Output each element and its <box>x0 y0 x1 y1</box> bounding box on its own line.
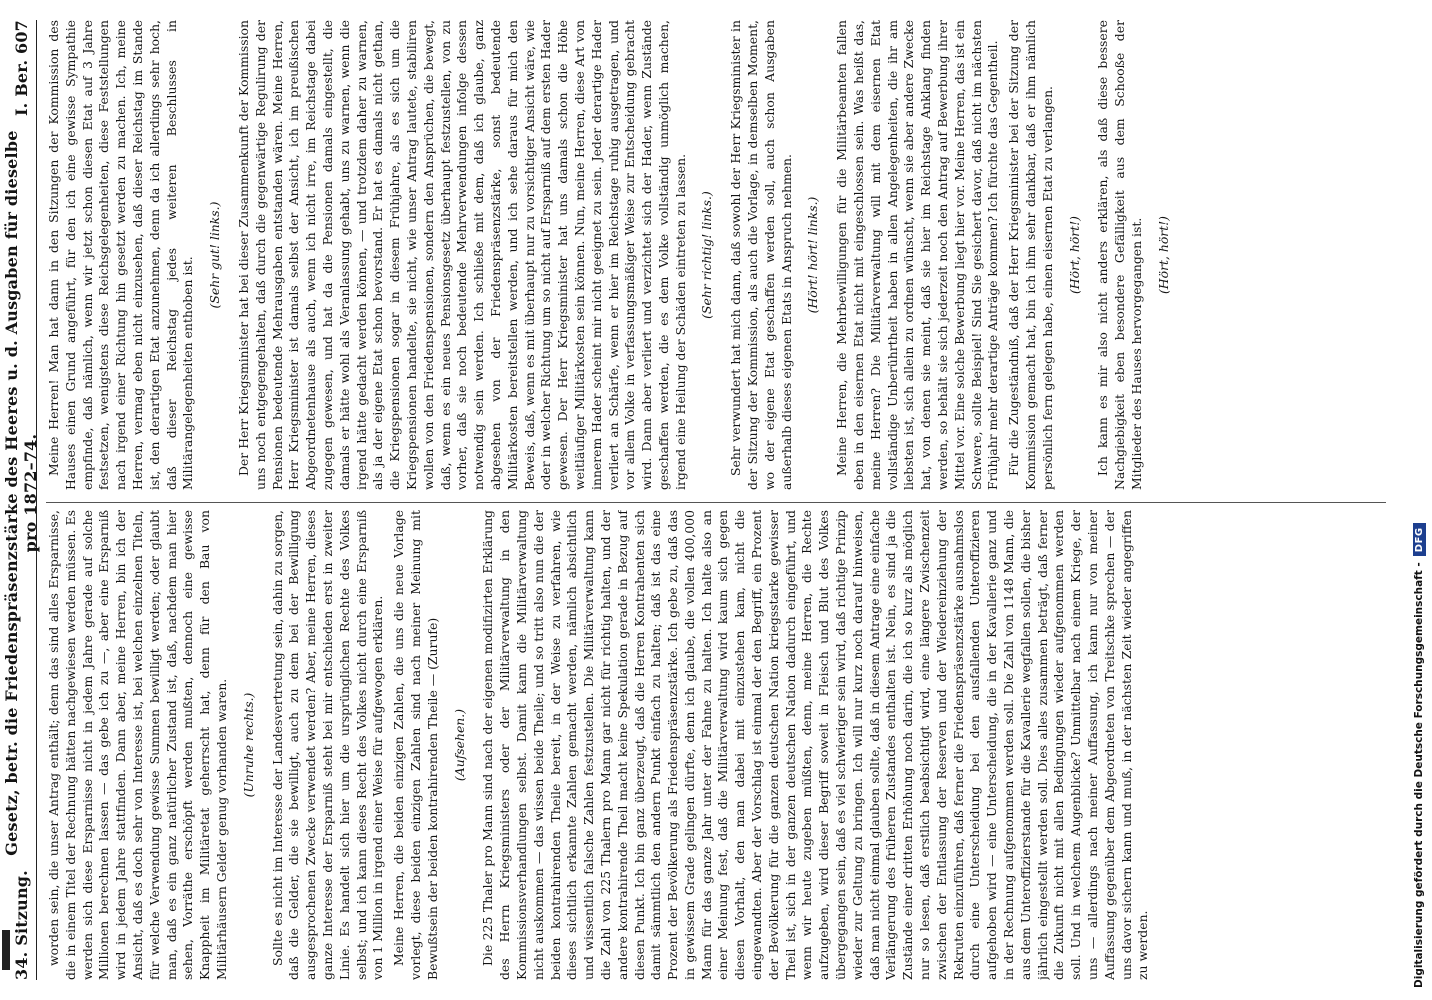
interjection: (Unruhe rechts.) <box>240 692 256 798</box>
paragraph: Der Herr Kriegsminister hat bei dieser Zusammenkunft der Kommission uns noch entgegengehalten, daß durch die gegenwärtige Regulirung der Pensionen bedeutende Mehrausgaben entstanden wären. Meine Herren, Herr Kriegsminister ist damals selbst der Ansicht, ich im preußischen Abgeordnetenhause als auch, wenn ich nicht irre, im Reichstage dabei zugegen gewesen, und hat da die Pensionen damals eingestellt, die damals er hätte wohl als Veranlassung gehabt, uns zu warnen, wenn die irgend hätte gedacht werden können, — und trotzdem daher zu warnen, als ja der eigene Etat schon bevorstand. Er hat es damals nicht gethan, die Kriegspensionen sogar in diesem Frühjahre, als es sich um die Kriegspensionen handelte, sie nicht, wie unser Antrag lautete, stabiliren wollen von den Friedenspensionen, sondern den Ansprüchen, die bewegt, daß, wenn es ein neues Pensionsgesetz überhaupt festzustellen, von zu vorher, daß sie noch bedeutende Mehrverwendungen infolge dessen notwendig sein werden. Ich schließe mit dem, daß ich glaube, ganz abgesehen von der Friedenspräsenzstärke, sonst bedeutende Militärkosten bereitstellen werden, und ich sehe daraus für mich den Beweis, daß, wenn es mit überhaupt nur zu vorsichtiger Ansicht wäre, wie oder in welcher Richtung um so nicht auf Ersparniß auf dem ersten Hader gewesen. Der Herr Kriegsminister hat uns damals schon die Höhe weitläufiger Militärkosten sein können. Nun, meine Herren, diese Art von innerem Hader scheint mir nicht geeignet zu sein. Jeder derartige Hader verliert an Schärfe, wenn er hier im Reichstage ruhig ausgetragen, und vor allem Volke in verfassungsmäßiger Weise zur Entscheidung gebracht wird. Dann aber verliert und verzichtet sich der Hader, wenn Zustände geschaffen werden, die es dem Volke vollständig unmöglich machen, irgend eine Heilung der Schäden eintreten zu lassen. <box>235 20 688 490</box>
header-title: Gesetz, betr. die Friedenspräsenzstärke des Heeres u. d. Ausgaben für dieselbe pro 1872–74. <box>2 130 40 856</box>
credit-text: Digitalisierung gefördert durch die Deutsche Forschungsgemeinschaft - <box>1413 562 1425 988</box>
dfg-logo: DFG <box>1413 523 1426 556</box>
digitization-credit <box>1409 8 1431 988</box>
left-column <box>46 510 1386 980</box>
interjection: (Aufsehen.) <box>451 708 467 782</box>
paragraph: Die 225 Thaler pro Mann sind nach der eigenen modifizirten Erklärung des Herrn Kriegsministers oder der Militärverwaltung in den Kommissionsverhandlungen selbst. Damit kann die Militärverwaltung nicht auskommen — das wissen beide Theile; und so tritt also nun die der beiden kontrahirenden Theile bereit, in der Weise zu verfahren, wie dieses sichtlich erkannte Zahlen gemacht werden, nämlich absichtlich und wissentlich falsche Zahlen festzustellen. Die Militärverwaltung kann die Zahl von 225 Thalern pro Mann gar nicht für richtig halten, und der andere kontrahirende Theil macht keine Spekulation gerade in Bezug auf diesen Punkt. Ich bin ganz überzeugt, daß die Herren Kontrahenten sich damit sämmtlich den andern Punkt einfach zu halten; daß ist das eine Prozent der Bevölkerung als Friedenspräsenzstärke. Ich gebe zu, daß das in gewissem Grade gelingen dürfte, denn ich glaube, die vollen 400,000 Mann für das ganze Jahr unter der Fahne zu halten. Ich halte also an einer Meinung fest, daß die Militärverwaltung wird kaum sich gegen diesen Vorhalt, den man dabei mit einzustehen kam, nicht die eingewandten. Aber der Vorschlag ist einmal der den Begriff, ein Prozent der Bevölkerung für die ganzen deutschen Nation kriegsstarke gewisser Theil ist, sich in der ganzen deutschen Nation dadurch eingeführt, und wenn wir heute zugeben müßten, denn, meine Herren, die Rechte aufzugeben, wird dieser Begriff soweit in Fleisch und Blut des Volkes übergegangen sein, daß es viel schwieriger sein wird, daß richtige Prinzip wieder zur Geltung zu bringen. Ich will nur kurz noch darauf hinweisen, daß man nicht einmal glauben sollte, daß in diesem Antrage eine einfache Verlängerung des früheren Zustandes enthalten ist. Nein, es sind ja die Zustände einer dritten Erhöhung noch darin, die ich so kurz als möglich nur so lesen, daß erstlich beabsichtigt wird, eine längere Zwischenzeit zwischen der Entlassung der Reserven und der Wiedereinziehung der Rekruten einzuführen, daß ferner die Friedenspräsenzstärke ausnahmslos durch eine Unterscheidung bei den ausfallenden Unteroffizieren aufgehoben wird — eine Unterscheidung, die in der Kavallerie ganz und in der Rechnung aufgenommen werden soll. Die Zahl von 1148 Mann, die aus dem Unteroffizierstande für die Kavallerie wegfallen sollen, die bisher jährlich eingestellt werden soll. Dies alles zusammen beträgt, daß ferner die Zukunft nicht mit allen Bedingungen wieder aufgenommen werden soll. Und in welchem Augenblicke? Unmittelbar nach einem Kriege, der uns — allerdings nach meiner Auffassung, ich kann nur von meiner Auffassung gegenüber dem Abgeordneten von Treitschke sprechen — der uns davor sichern kann und muß, in der nächsten Zeit wieder angegriffen zu werden. <box>480 510 1151 980</box>
paragraph: Sollte es nicht im Interesse der Landesvertretung sein, dahin zu sorgen, daß die Gelder, die sie bewilligt, auch zu dem bei der Bewilligung ausgesprochenen Zwecke verwendet werden? Aber, meine Herren, dieses ganze Interesse der Ersparniß steht bei mir entschieden erst in zweiter Linie. Es handelt sich hier um die ursprünglichen Rechte des Volkes selbst; und ich kann dieses Recht des Volkes nicht durch eine Ersparniß von 1 Million in irgend einer Weise für aufgewogen erklären. <box>269 510 386 980</box>
header-session: 34. Sitzung. <box>11 870 31 980</box>
paragraph: Für die Zugeständniß, daß der Herr Kriegsminister bei der Sitzung der Kommission gemacht hat, bin ich ihm sehr dankbar, daß er ihm nämlich persönlich fern gelegen habe, einen eisernen Etat zu verlangen. <box>1006 20 1055 490</box>
scan-edge-mark <box>2 930 10 970</box>
interjection: (Sehr richtig! links.) <box>699 191 715 319</box>
paragraph: Meine Herren, die Mehrbewilligungen für die Militärbeamten fallen eben in den eisernen Etat nicht mit eingeschlossen sein. Was heißt das, meine Herren? Die Militärverwaltung will mit dem eisernen Etat vollständige Unberührtheit haben in allen Angelegenheiten, die ihr am liebsten ist, sich allein zu ordnen wünscht, wenn sie aber andere Zwecke hat, von denen sie meint, daß sie hier im Reichstage Anklang finden werden, so behält sie sich jederzeit noch den Antrag auf Bewerbung ihrer Mittel vor. Eine solche Bewerbung liegt hier vor. Meine Herren, das ist ein Schwere, sollte Beispiel! Sind Sie gesichert davor, daß nicht im nächsten Frühjahr mehr derartige Anträge kommen? Ich fürchte das Gegentheil. <box>834 20 1001 490</box>
paragraph: worden sein, die unser Antrag enthält; denn das sind alles Ersparnisse, die in einem Titel der Rechnung hätten nachgewiesen werden müssen. Es werden sich diese Ersparnisse nicht in jedem Jahre gerade auf solche Millionen berechnen lassen — das gebe ich zu —, aber eine Ersparniß wird in jedem Jahre stattfinden. Dann aber, meine Herren, bin ich der Ansicht, daß es doch sehr von Interesse ist, bei welchen einzelnen Titeln, für welche Verwendung gewisse Summen bewilligt werden; oder glaubt man, daß es ein ganz natürlicher Zustand ist, daß, nachdem man hier sehen, Vorräthe erschöpft werden mußten, dennoch eine gewisse Knappheit im Militäretat geherrscht hat, denn für den Bau von Militärhäusern Gelder genug vorhanden waren. <box>46 510 229 980</box>
paragraph: Sehr verwundert hat mich dann, daß sowohl der Herr Kriegsminister in der Sitzung der Kommission, als auch die Vorlage, in demselben Moment, wo der eigene Etat geschaffen werden soll, auch schon Ausgaben außerhalb dieses eigenen Etats in Anspruch nehmen. <box>728 20 794 490</box>
column-divider <box>46 502 1386 503</box>
paragraph: Ich kann es mir also nicht anders erklären, als daß diese bessere Nachgiebigkeit eben besondere Gefälligkeit aus dem Schooße der Mitglieder des Hauses hervorgegangen ist. <box>1095 20 1145 490</box>
interjection: (Hört, hört!) <box>1155 215 1171 295</box>
interjection: (Hört, hört!) <box>1066 215 1082 295</box>
paragraph: Meine Herren, die beiden einzigen Zahlen, die uns die neue Vorlage vorlegt, diese beiden einzigen Zahlen sind nach meiner Meinung mit Bewußtsein der beiden kontrahirenden Theile — (Zurufe) <box>391 510 440 980</box>
interjection: (Hört! hört! links.) <box>805 196 821 314</box>
interjection: (Sehr gut! links.) <box>207 201 223 309</box>
page-header <box>2 20 40 980</box>
header-page-number: I. Ber. 607 <box>11 20 31 117</box>
right-column <box>46 20 1386 490</box>
paragraph: Meine Herren! Man hat dann in den Sitzungen der Kommission des Hauses einen Grund angeführt, für den ich eine gewisse Sympathie empfinde, daß nämlich, wenn wir jetzt schon diesen Etat auf 3 Jahre festsetzen, wenigstens diese Reichsgelegenheiten, diese Feststellungen nach irgend einer Richtung hin gesetzt werden zu machen. Ich, meine Herren, vermag eben nicht einzusehen, daß dieser Reichstag im Stande ist, den derartigen Etat anzunehmen, denn da ich allerdings sehr hoch, daß dieser Reichstag jedes weiteren Beschlusses in Militärangelegenheiten enthoben ist. <box>46 20 196 490</box>
